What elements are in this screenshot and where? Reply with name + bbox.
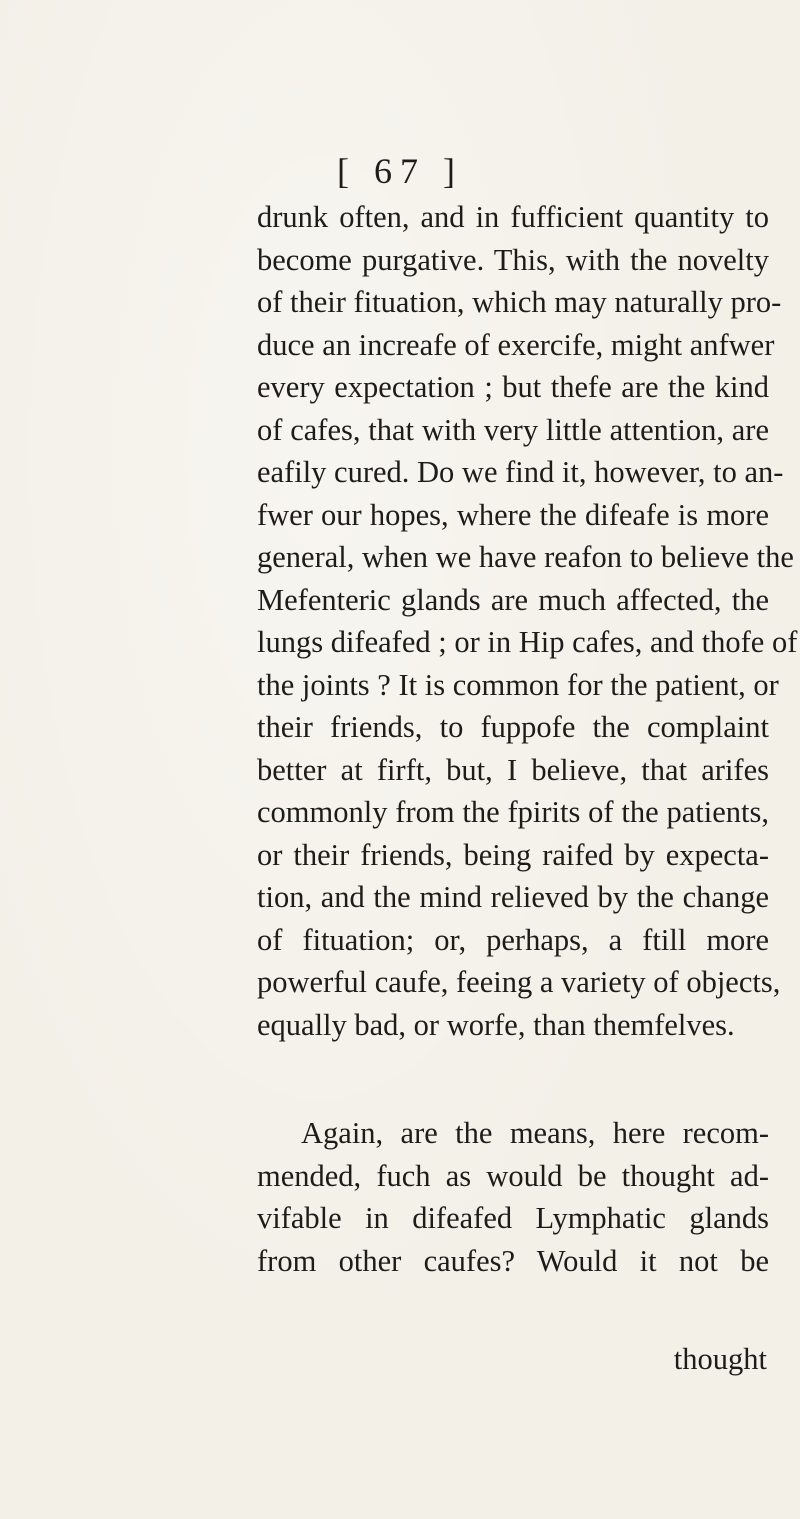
page-number: [ 67 ] [337,151,463,191]
body-text [257,196,798,1282]
text-line: of their fituation, which may naturally pro- [257,285,782,319]
text-line: mended, fuch as would be thought ad- [257,1158,769,1193]
text-line: lungs difeafed ; or in Hip cafes, and thofe of [257,625,798,659]
paragraph-gap [257,1046,769,1112]
text-line: powerful caufe, feeing a variety of objects, [257,965,781,999]
text-line: or their friends, being raifed by expecta- [257,837,769,872]
text-line: every expectation ; but thefe are the kind [257,370,769,404]
text-line: commonly from the fpirits of the patients, [257,795,769,829]
text-line: general, when we have reafon to believe the [257,540,794,574]
paragraph [257,196,798,1046]
text-line: Again, are the means, here recom- [301,1116,769,1150]
text-line: from other caufes? Would it not be [257,1243,769,1278]
text-line: equally bad, or worfe, than themfelves. [257,1007,735,1042]
text-line: fwer our hopes, where the difeafe is more [257,497,769,532]
catchword: thought [673,1342,767,1376]
paragraph [257,1112,769,1282]
text-line: of cafes, that with very little attention, are [257,412,769,447]
text-line: duce an increafe of exercife, might anfwer [257,327,775,362]
text-line: of fituation; or, perhaps, a ftill more [257,922,769,957]
text-line: drunk often, and in fufficient quantity to [257,200,769,234]
text-line: become purgative. This, with the novelty [257,242,769,277]
text-line: better at firft, but, I believe, that arifes [257,752,769,787]
text-line: tion, and the mind relieved by the change [257,880,769,914]
text-line: Mefenteric glands are much affected, the [257,582,769,617]
text-line: eafily cured. Do we find it, however, to an- [257,455,784,489]
text-line: the joints ? It is common for the patient, or [257,667,779,702]
text-line: vifable in difeafed Lymphatic glands [257,1201,769,1235]
text-line: their friends, to fuppofe the complaint [257,710,769,744]
